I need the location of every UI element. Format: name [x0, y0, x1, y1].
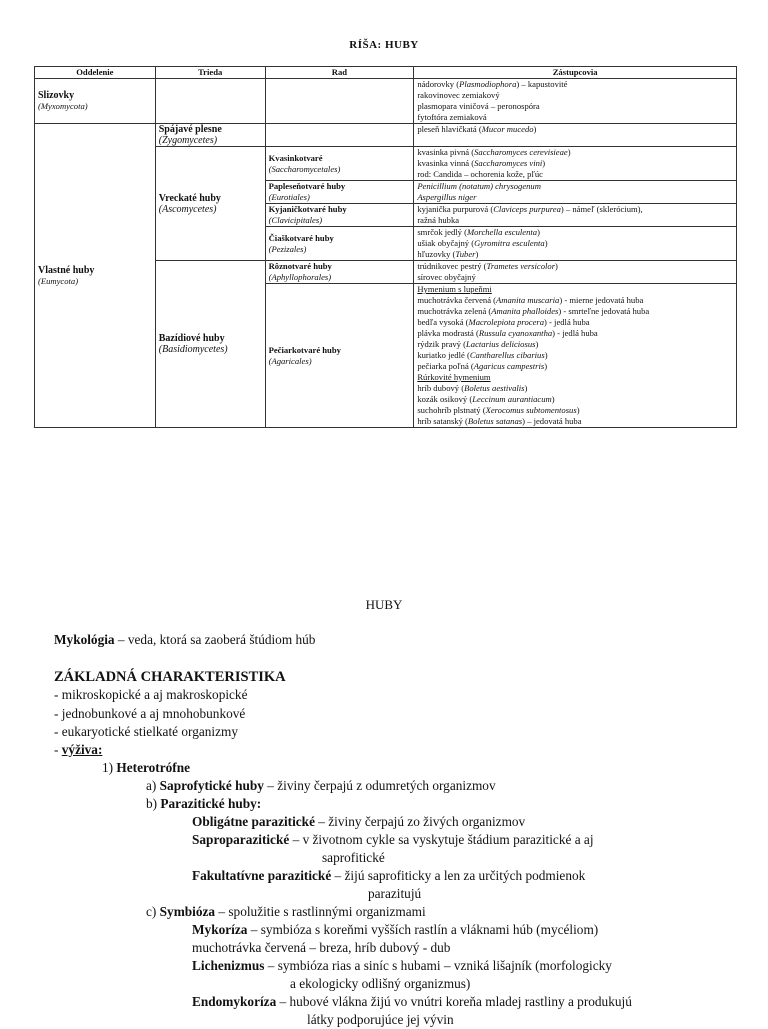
reps-cell — [414, 261, 737, 284]
representative: Aspergillus niger — [417, 192, 477, 202]
reps-cell — [414, 284, 737, 428]
list-item-continuation: a ekologicky odlišný organizmus) — [290, 976, 471, 991]
representative: fytoftóra zemiaková — [417, 112, 487, 122]
list-item-lichenizmus: Lichenizmus – symbióza rias a siníc s hubami – vzniká lišajník (morfologicky — [192, 958, 612, 973]
list-item-fakultativne: Fakultatívne parazitické – žijú saprofiticky a len za určitých podmienok — [192, 868, 586, 883]
list-item-paraziticke: b) Parazitické huby: — [146, 796, 262, 811]
order-latin: (Saccharomycetales) — [268, 163, 341, 174]
order-cell-eurotiales — [265, 181, 414, 204]
division-latin: (Myxomycota) — [38, 101, 88, 111]
page-title: RÍŠA: HUBY — [349, 39, 419, 51]
empty-cell — [155, 79, 265, 124]
division-name: Slizovky — [38, 90, 75, 101]
representative: ražná hubka — [417, 215, 460, 225]
representative: smrčok jedlý (Morchella esculenta) — [417, 227, 540, 237]
list-item-heterotrofne: 1) Heterotrófne — [102, 760, 190, 775]
empty-cell — [265, 124, 414, 147]
list-item-saprofyticke: a) Saprofytické huby – živiny čerpajú z odumretých organizmov — [146, 778, 496, 793]
reps-cell — [414, 181, 737, 204]
list-item-continuation: saprofitické — [322, 850, 385, 865]
reps-cell — [414, 204, 737, 227]
representative: Hymenium s lupeňmi — [417, 284, 492, 294]
reps-cell — [414, 227, 737, 261]
representative: bedľa vysoká (Macrolepiota procera) - jedlá huba — [417, 317, 590, 327]
representative: ušiak obyčajný (Gyromitra esculenta) — [417, 238, 548, 248]
class-latin: (Basidiomycetes) — [158, 344, 228, 355]
class-cell-zygomycetes — [155, 124, 265, 147]
representative: kvasinka vinná (Saccharomyces vini) — [417, 158, 546, 168]
list-item-saproparaziticke: Saproparazitické – v životnom cykle sa vyskytuje štádium parazitické a aj — [192, 832, 594, 847]
representative: nádorovky (Plasmodiophora) – kapustovité — [417, 79, 568, 89]
class-name: Spájavé plesne — [158, 124, 222, 135]
list-item-endomykoriza: Endomykoríza – hubové vlákna žijú vo vnútri koreňa mladej rastliny a produkujú — [192, 994, 632, 1009]
reps-cell — [414, 79, 737, 124]
header-rad: Rad — [265, 67, 414, 79]
division-name: Vlastné huby — [38, 264, 95, 276]
representative: suchohríb plstnatý (Xerocomus subtomentosus) — [417, 405, 580, 415]
order-latin: (Agaricales) — [268, 355, 312, 366]
order-cell-pezizales — [265, 227, 414, 261]
representative: kyjanička purpurová (Claviceps purpurea) – námeľ (sklerócium), — [417, 204, 643, 214]
representative: hríb satanský (Boletus satanas) – jedovatá huba — [417, 416, 582, 426]
representative: muchotrávka červená (Amanita muscaria) - mierne jedovatá huba — [417, 295, 644, 305]
representative: rýdzik pravý (Lactarius deliciosus) — [417, 339, 539, 349]
representative: hľuzovky (Tuber) — [417, 249, 479, 259]
header-zastupcovia: Zástupcovia — [414, 67, 737, 79]
order-cell-aphyllophorales — [265, 261, 414, 284]
table-row — [35, 124, 737, 147]
division-cell-myxomycota — [35, 79, 156, 124]
list-item-mykoriza: Mykoríza – symbióza s koreňmi vyšších rastlín a vláknami húb (mycéliom) — [192, 922, 599, 937]
section-heading: ZÁKLADNÁ CHARAKTERISTIKA — [54, 669, 286, 685]
order-cell-agaricales — [265, 284, 414, 428]
header-trieda: Trieda — [155, 67, 265, 79]
representative: Penicillium (notatum) chrysogenum — [417, 181, 541, 191]
list-item-symbioza: c) Symbióza – spolužitie s rastlinnými organizmami — [146, 904, 426, 919]
bullet-item: - eukaryotické stielkaté organizmy — [54, 724, 238, 739]
list-item-continuation: parazitujú — [368, 886, 422, 901]
representative: trúdnikovec pestrý (Trametes versicolor) — [417, 261, 558, 271]
order-name: Čiaškotvaré huby — [268, 232, 334, 243]
order-latin: (Aphyllophorales) — [268, 272, 332, 282]
representative: pečiarka poľná (Agaricus campestris) — [417, 361, 548, 371]
representative: muchotrávka zelená (Amanita phalloides) - smrteľne jedovatá huba — [417, 306, 650, 316]
list-item-obligatne: Obligátne parazitické – živiny čerpajú zo živých organizmov — [192, 814, 526, 829]
representative: hríb dubový (Boletus aestivalis) — [417, 383, 528, 393]
representative: pleseň hlavičkatá (Mucor mucedo) — [417, 124, 537, 134]
order-latin: (Eurotiales) — [268, 192, 310, 202]
class-cell-basidiomycetes — [155, 261, 265, 428]
representative: kuriatko jedlé (Cantharellus cibarius) — [417, 350, 548, 360]
bullet-item-vyziva: - výživa: — [54, 742, 103, 757]
representative: rod: Candida – ochorenia kože, pľúc — [417, 169, 543, 179]
order-name: Pečiarkotvaré huby — [268, 344, 341, 355]
reps-cell — [414, 124, 737, 147]
header-oddelenie: Oddelenie — [35, 67, 156, 79]
list-item-continuation: látky podporujúce jej vývin — [307, 1012, 454, 1027]
order-latin: (Pezizales) — [268, 243, 307, 254]
representative: Rúrkovité hymenium — [417, 372, 491, 382]
representative: plávka modrastá (Russula cyanoxantha) - jedlá huba — [417, 328, 598, 338]
class-latin: (Ascomycetes) — [158, 203, 217, 215]
representative: sírovec obyčajný — [417, 272, 476, 282]
order-name: Papleseňotvaré huby — [268, 181, 346, 191]
order-latin: (Clavicipitales) — [268, 215, 323, 225]
division-cell-eumycota — [35, 124, 156, 428]
class-latin: (Zygomycetes) — [158, 135, 218, 146]
order-name: Kyjaničkotvaré huby — [268, 204, 347, 214]
representative: plasmopara viničová – peronospóra — [417, 101, 540, 111]
class-name: Bazídiové huby — [158, 333, 225, 344]
class-name: Vreckaté huby — [158, 192, 221, 204]
order-name: Kvasinkotvaré — [268, 152, 323, 163]
reps-cell — [414, 147, 737, 181]
representative: kozák osikový (Leccinum aurantiacum) — [417, 394, 555, 404]
representative: rakovinovec zemiakový — [417, 90, 500, 100]
class-cell-ascomycetes — [155, 147, 265, 261]
bullet-item: - jednobunkové a aj mnohobunkové — [54, 706, 246, 721]
order-cell-saccharomycetales — [265, 147, 414, 181]
table-row — [35, 79, 737, 124]
fungi-classification-table — [34, 66, 737, 428]
empty-cell — [265, 79, 414, 124]
table-header-row — [35, 67, 737, 79]
order-cell-clavicipitales — [265, 204, 414, 227]
section-title: HUBY — [365, 597, 403, 612]
representative: kvasinka pivná (Saccharomyces cerevisieae) — [417, 147, 571, 157]
division-latin: (Eumycota) — [38, 275, 79, 286]
mykologia-definition: Mykológia – veda, ktorá sa zaoberá štúdiom húb — [54, 632, 316, 647]
order-name: Rôznotvaré huby — [268, 261, 332, 271]
list-item-example: muchotrávka červená – breza, hríb dubový - dub — [192, 940, 451, 955]
bullet-item: - mikroskopické a aj makroskopické — [54, 687, 248, 702]
